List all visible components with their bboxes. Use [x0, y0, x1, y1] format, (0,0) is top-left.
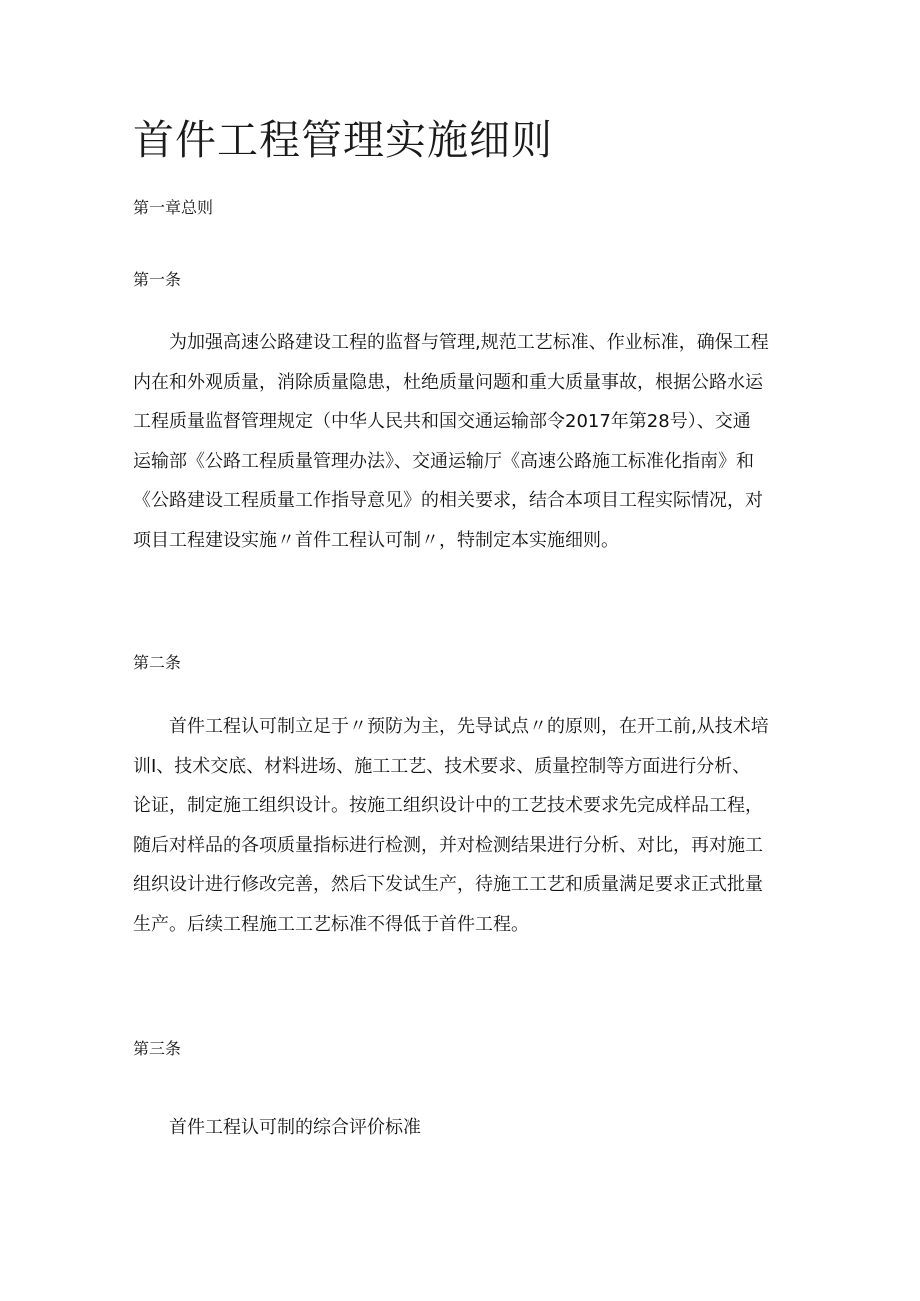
article-2-line: 论证，制定施工组织设计。按施工组织设计中的工艺技术要求先完成样品工程，	[133, 795, 763, 816]
article-1-line: 《公路建设工程质量工作指导意见》的相关要求，结合本项目工程实际情况，对	[133, 490, 763, 511]
article-2-line: 训I、技术交底、材料进场、施工工艺、技术要求、质量控制等方面进行分析、	[133, 755, 751, 777]
article-1-body	[133, 323, 789, 560]
article-2-line: 首件工程认可制立足于〃预防为主，先导试点〃的原则，在开工前,从技术培	[169, 716, 769, 737]
article-1-line: 运输部《公路工程质量管理办法》、交通运输厅《高速公路施工标准化指南》和	[133, 450, 754, 472]
article-2-heading: 第二条	[133, 653, 182, 672]
article-1-line: 工程质量监督管理规定（中华人民共和国交通运输部令2017年第28号）、交通	[133, 411, 751, 432]
article-2-line: 组织设计进行修改完善，然后下发试生产，待施工工艺和质量满足要求正式批量	[133, 874, 763, 895]
article-2-body	[133, 707, 789, 944]
article-2-line: 随后对样品的各项质量指标进行检测，并对检测结果进行分析、对比，再对施工	[133, 834, 763, 856]
article-3-body: 首件工程认可制的综合评价标准	[169, 1117, 421, 1138]
article-1-heading: 第一条	[133, 270, 182, 289]
article-1-line: 项目工程建设实施〃首件工程认可制〃，特制定本实施细则。	[133, 529, 619, 551]
chapter-heading: 第一章总则	[133, 198, 214, 217]
article-1-line: 为加强高速公路建设工程的监督与管理,规范工艺标准、作业标准，确保工程	[169, 332, 769, 353]
article-2-line: 生产。后续工程施工工艺标准不得低于首件工程。	[133, 913, 529, 935]
article-3-heading: 第三条	[133, 1039, 182, 1058]
article-1-line: 内在和外观质量，消除质量隐患，杜绝质量问题和重大质量事故，根据公路水运	[133, 371, 763, 393]
document-title: 首件工程管理实施细则	[133, 116, 553, 164]
